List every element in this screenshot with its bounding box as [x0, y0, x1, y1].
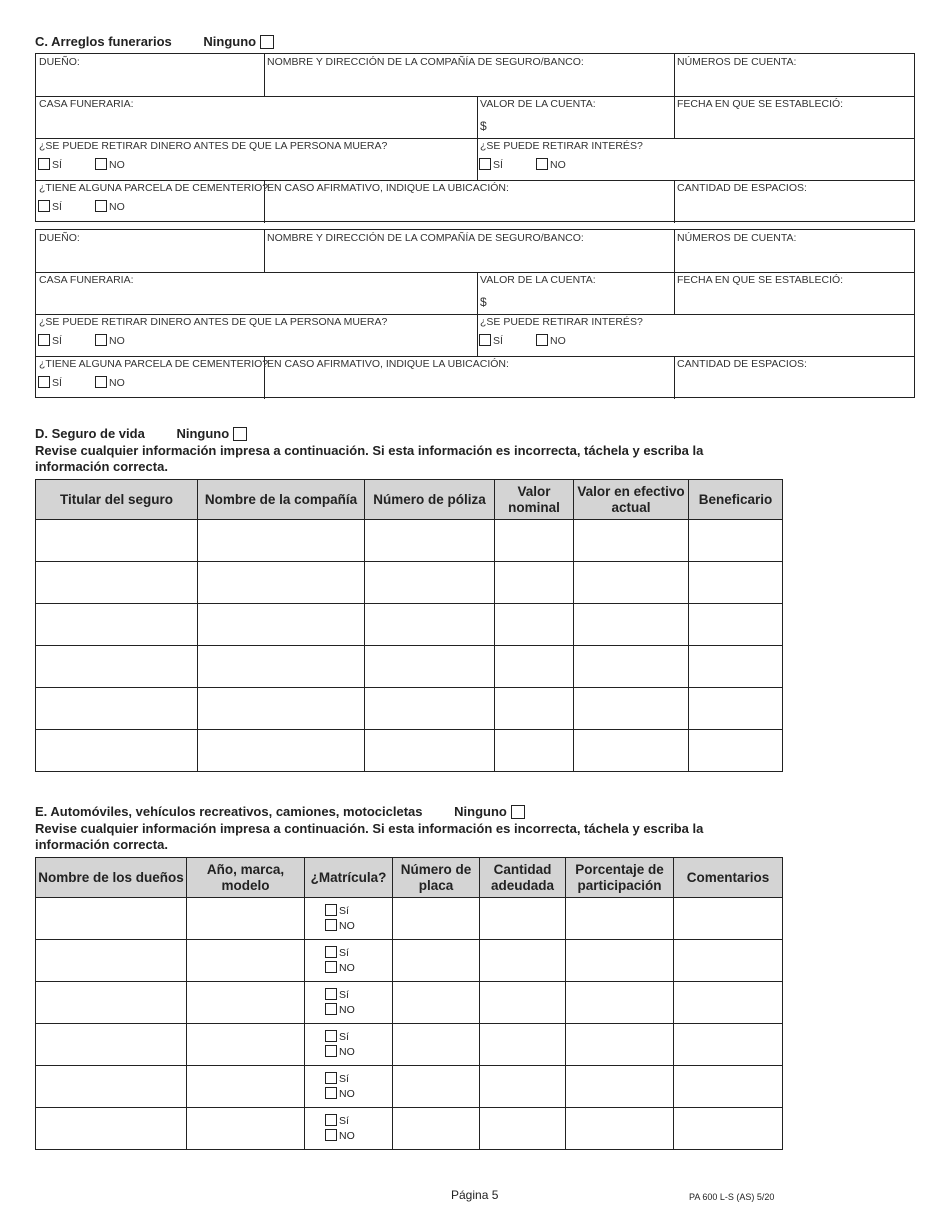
- input-cell[interactable]: [674, 1108, 783, 1150]
- account-value-label: VALOR DE LA CUENTA:: [480, 98, 596, 110]
- input-cell[interactable]: [574, 604, 689, 646]
- input-cell[interactable]: [187, 898, 305, 940]
- no-option[interactable]: [536, 334, 566, 348]
- no-label: NO: [550, 335, 566, 347]
- no-label: NO: [339, 1003, 355, 1016]
- funeral-arrangement-table-1: [35, 53, 915, 222]
- yes-option[interactable]: [38, 376, 62, 390]
- input-cell[interactable]: [495, 562, 574, 604]
- column-header: Beneficario: [689, 480, 783, 520]
- yes-option[interactable]: [305, 988, 392, 1003]
- no-checkbox[interactable]: [325, 1129, 337, 1141]
- life-insurance-table: [35, 479, 783, 772]
- yes-label: Sí: [339, 1030, 349, 1043]
- withdraw-interest-label: ¿SE PUEDE RETIRAR INTERÉS?: [480, 140, 643, 152]
- input-cell[interactable]: [674, 940, 783, 982]
- column-header: Porcentaje de participación: [566, 858, 674, 898]
- no-label: NO: [109, 201, 125, 213]
- input-cell[interactable]: [495, 520, 574, 562]
- input-cell[interactable]: [393, 1108, 480, 1150]
- input-cell[interactable]: [36, 982, 187, 1024]
- input-cell[interactable]: [198, 688, 365, 730]
- yes-checkbox[interactable]: [38, 376, 50, 388]
- withdraw-interest-label: ¿SE PUEDE RETIRAR INTERÉS?: [480, 316, 643, 328]
- funeral-home-label: CASA FUNERARIA:: [39, 98, 134, 110]
- input-cell[interactable]: [566, 1108, 674, 1150]
- input-cell[interactable]: [36, 520, 198, 562]
- column-header: Número de póliza: [365, 480, 495, 520]
- input-cell[interactable]: [198, 520, 365, 562]
- input-cell[interactable]: [365, 646, 495, 688]
- input-cell[interactable]: [480, 1066, 566, 1108]
- input-cell[interactable]: [36, 1024, 187, 1066]
- none-checkbox[interactable]: [233, 427, 247, 441]
- table-row: [36, 562, 783, 604]
- input-cell[interactable]: [393, 898, 480, 940]
- none-label: Ninguno: [454, 804, 507, 819]
- company-label: NOMBRE Y DIRECCIÓN DE LA COMPAÑÍA DE SEGURO/BANCO:: [267, 232, 584, 244]
- funeral-arrangement-table-2: [35, 229, 915, 398]
- cemetery-plot-label: ¿TIENE ALGUNA PARCELA DE CEMENTERIO?: [39, 358, 269, 370]
- input-cell: [305, 1066, 393, 1108]
- no-label: NO: [339, 1129, 355, 1142]
- input-cell[interactable]: [187, 1066, 305, 1108]
- table-row: [36, 688, 783, 730]
- input-cell[interactable]: [689, 646, 783, 688]
- input-cell[interactable]: [480, 940, 566, 982]
- section-d-title: D. Seguro de vida Ninguno: [35, 426, 247, 441]
- table-row: [36, 646, 783, 688]
- column-header: Cantidad adeudada: [480, 858, 566, 898]
- input-cell[interactable]: [36, 1066, 187, 1108]
- none-checkbox[interactable]: [260, 35, 274, 49]
- location-label: EN CASO AFIRMATIVO, INDIQUE LA UBICACIÓN:: [267, 358, 509, 370]
- input-cell[interactable]: [574, 646, 689, 688]
- table-row: [36, 1108, 783, 1150]
- no-option[interactable]: [305, 1045, 392, 1060]
- column-header: Número de placa: [393, 858, 480, 898]
- input-cell[interactable]: [689, 520, 783, 562]
- no-label: NO: [339, 1045, 355, 1058]
- table-rule: [36, 180, 914, 181]
- input-cell[interactable]: [480, 982, 566, 1024]
- no-label: NO: [339, 961, 355, 974]
- input-cell[interactable]: [566, 1024, 674, 1066]
- input-cell[interactable]: [674, 898, 783, 940]
- yes-checkbox[interactable]: [325, 988, 337, 1000]
- input-cell[interactable]: [674, 982, 783, 1024]
- table-rule: [36, 272, 914, 273]
- input-cell[interactable]: [365, 604, 495, 646]
- yes-checkbox[interactable]: [325, 1030, 337, 1042]
- no-option[interactable]: [95, 200, 125, 214]
- yes-label: SÍ: [52, 159, 62, 171]
- input-cell[interactable]: [480, 898, 566, 940]
- no-checkbox[interactable]: [95, 200, 107, 212]
- input-cell[interactable]: [36, 1108, 187, 1150]
- yes-label: SÍ: [493, 159, 503, 171]
- account-numbers-label: NÚMEROS DE CUENTA:: [677, 232, 797, 244]
- input-cell[interactable]: [36, 562, 198, 604]
- input-cell[interactable]: [393, 1024, 480, 1066]
- input-cell[interactable]: [574, 520, 689, 562]
- table-rule: [36, 356, 914, 357]
- yes-checkbox[interactable]: [38, 158, 50, 170]
- yes-option[interactable]: [305, 946, 392, 961]
- input-cell[interactable]: [566, 1066, 674, 1108]
- yes-label: Sí: [339, 1072, 349, 1085]
- table-row: [36, 520, 783, 562]
- no-option[interactable]: [536, 158, 566, 172]
- input-cell[interactable]: [393, 940, 480, 982]
- yes-checkbox[interactable]: [325, 946, 337, 958]
- no-checkbox[interactable]: [325, 1003, 337, 1015]
- yes-option[interactable]: [38, 334, 62, 348]
- no-checkbox[interactable]: [95, 376, 107, 388]
- currency-symbol: $: [480, 295, 487, 309]
- input-cell[interactable]: [393, 982, 480, 1024]
- yes-label: Sí: [339, 904, 349, 917]
- yes-checkbox[interactable]: [479, 158, 491, 170]
- table-rule: [674, 96, 675, 138]
- input-cell[interactable]: [480, 1024, 566, 1066]
- input-cell[interactable]: [365, 730, 495, 772]
- yes-label: Sí: [339, 988, 349, 1001]
- input-cell[interactable]: [689, 688, 783, 730]
- owner-label: DUEÑO:: [39, 56, 80, 68]
- location-label: EN CASO AFIRMATIVO, INDIQUE LA UBICACIÓN:: [267, 182, 509, 194]
- input-cell[interactable]: [187, 982, 305, 1024]
- input-cell: [305, 1108, 393, 1150]
- no-option[interactable]: [305, 919, 392, 934]
- column-header: Nombre de la compañía: [198, 480, 365, 520]
- input-cell[interactable]: [674, 1066, 783, 1108]
- date-established-label: FECHA EN QUE SE ESTABLECIÓ:: [677, 274, 844, 286]
- column-header: Comentarios: [674, 858, 783, 898]
- input-cell[interactable]: [674, 1024, 783, 1066]
- account-value-label: VALOR DE LA CUENTA:: [480, 274, 596, 286]
- withdraw-before-death-label: ¿SE PUEDE RETIRAR DINERO ANTES DE QUE LA PERSONA MUERA?: [39, 140, 388, 152]
- column-header: Valor en efectivo actual: [574, 480, 689, 520]
- no-label: NO: [109, 335, 125, 347]
- input-cell[interactable]: [198, 562, 365, 604]
- currency-symbol: $: [480, 119, 487, 133]
- input-cell: [305, 940, 393, 982]
- input-cell[interactable]: [495, 646, 574, 688]
- input-cell[interactable]: [36, 730, 198, 772]
- input-cell[interactable]: [187, 1108, 305, 1150]
- input-cell[interactable]: [198, 730, 365, 772]
- yes-option[interactable]: [479, 334, 503, 348]
- input-cell[interactable]: [689, 730, 783, 772]
- table-rule: [674, 272, 675, 314]
- input-cell[interactable]: [365, 520, 495, 562]
- table-rule: [477, 96, 478, 138]
- none-label: Ninguno: [203, 34, 257, 49]
- input-cell[interactable]: [36, 604, 198, 646]
- section-e-instructions: Revise cualquier información impresa a continuación. Si esta información es incorrecta, táchela y escriba la información correcta.: [35, 821, 704, 852]
- no-option[interactable]: [95, 376, 125, 390]
- column-header: Año, marca, modelo: [187, 858, 305, 898]
- yes-option[interactable]: [305, 1072, 392, 1087]
- column-header: Valor nominal: [495, 480, 574, 520]
- section-e-title: E. Automóviles, vehículos recreativos, camiones, motocicletas Ninguno: [35, 804, 525, 819]
- input-cell[interactable]: [574, 688, 689, 730]
- yes-checkbox[interactable]: [38, 334, 50, 346]
- input-cell: [305, 1024, 393, 1066]
- input-cell[interactable]: [198, 604, 365, 646]
- none-label: Ninguno: [176, 426, 230, 441]
- yes-label: SÍ: [52, 335, 62, 347]
- input-cell[interactable]: [495, 604, 574, 646]
- table-row: [36, 898, 783, 940]
- input-cell[interactable]: [495, 730, 574, 772]
- input-cell[interactable]: [36, 688, 198, 730]
- funeral-home-label: CASA FUNERARIA:: [39, 274, 134, 286]
- input-cell[interactable]: [198, 646, 365, 688]
- input-cell[interactable]: [566, 898, 674, 940]
- table-rule: [674, 180, 675, 223]
- cemetery-plot-label: ¿TIENE ALGUNA PARCELA DE CEMENTERIO?: [39, 182, 269, 194]
- input-cell[interactable]: [36, 646, 198, 688]
- table-rule: [477, 314, 478, 356]
- input-cell[interactable]: [187, 940, 305, 982]
- no-option[interactable]: [305, 1003, 392, 1018]
- yes-label: SÍ: [52, 201, 62, 213]
- no-checkbox[interactable]: [325, 961, 337, 973]
- input-cell[interactable]: [187, 1024, 305, 1066]
- company-label: NOMBRE Y DIRECCIÓN DE LA COMPAÑÍA DE SEGURO/BANCO:: [267, 56, 584, 68]
- yes-label: Sí: [339, 1114, 349, 1127]
- yes-checkbox[interactable]: [325, 1114, 337, 1126]
- input-cell[interactable]: [36, 940, 187, 982]
- table-rule: [36, 138, 914, 139]
- no-checkbox[interactable]: [325, 919, 337, 931]
- yes-label: SÍ: [52, 377, 62, 389]
- input-cell: [305, 898, 393, 940]
- table-row: [36, 730, 783, 772]
- column-header: Nombre de los dueños: [36, 858, 187, 898]
- input-cell[interactable]: [365, 562, 495, 604]
- spaces-label: CANTIDAD DE ESPACIOS:: [677, 182, 807, 194]
- no-option[interactable]: [95, 334, 125, 348]
- no-checkbox[interactable]: [536, 158, 548, 170]
- spaces-label: CANTIDAD DE ESPACIOS:: [677, 358, 807, 370]
- vehicles-table: [35, 857, 783, 1150]
- input-cell: [305, 982, 393, 1024]
- table-rule: [674, 54, 675, 96]
- no-checkbox[interactable]: [325, 1045, 337, 1057]
- yes-option[interactable]: [38, 158, 62, 172]
- input-cell[interactable]: [574, 730, 689, 772]
- no-label: NO: [339, 1087, 355, 1100]
- input-cell[interactable]: [393, 1066, 480, 1108]
- owner-label: DUEÑO:: [39, 232, 80, 244]
- column-header: Titular del seguro: [36, 480, 198, 520]
- input-cell[interactable]: [480, 1108, 566, 1150]
- no-label: NO: [109, 377, 125, 389]
- no-checkbox[interactable]: [95, 334, 107, 346]
- none-checkbox[interactable]: [511, 805, 525, 819]
- input-cell[interactable]: [689, 562, 783, 604]
- withdraw-before-death-label: ¿SE PUEDE RETIRAR DINERO ANTES DE QUE LA PERSONA MUERA?: [39, 316, 388, 328]
- no-option[interactable]: [305, 1087, 392, 1102]
- no-option[interactable]: [305, 1129, 392, 1144]
- input-cell[interactable]: [566, 982, 674, 1024]
- no-option[interactable]: [305, 961, 392, 976]
- yes-option[interactable]: [479, 158, 503, 172]
- no-checkbox[interactable]: [95, 158, 107, 170]
- yes-option[interactable]: [38, 200, 62, 214]
- table-rule: [674, 230, 675, 272]
- input-cell[interactable]: [365, 688, 495, 730]
- yes-checkbox[interactable]: [38, 200, 50, 212]
- no-label: NO: [109, 159, 125, 171]
- input-cell[interactable]: [36, 898, 187, 940]
- no-option[interactable]: [95, 158, 125, 172]
- yes-checkbox[interactable]: [479, 334, 491, 346]
- column-header: ¿Matrícula?: [305, 858, 393, 898]
- yes-label: SÍ: [493, 335, 503, 347]
- table-rule: [36, 96, 914, 97]
- table-row: [36, 940, 783, 982]
- no-label: NO: [550, 159, 566, 171]
- table-row: [36, 604, 783, 646]
- yes-option[interactable]: [305, 1114, 392, 1129]
- date-established-label: FECHA EN QUE SE ESTABLECIÓ:: [677, 98, 844, 110]
- yes-checkbox[interactable]: [325, 904, 337, 916]
- table-rule: [477, 272, 478, 314]
- section-c-title: C. Arreglos funerarios Ninguno: [35, 34, 274, 49]
- no-checkbox[interactable]: [325, 1087, 337, 1099]
- account-numbers-label: NÚMEROS DE CUENTA:: [677, 56, 797, 68]
- yes-option[interactable]: [305, 1030, 392, 1045]
- yes-label: Sí: [339, 946, 349, 959]
- table-row: [36, 1024, 783, 1066]
- page-number: Página 5: [451, 1188, 499, 1202]
- no-checkbox[interactable]: [536, 334, 548, 346]
- yes-option[interactable]: [305, 904, 392, 919]
- yes-checkbox[interactable]: [325, 1072, 337, 1084]
- input-cell[interactable]: [689, 604, 783, 646]
- table-rule: [36, 314, 914, 315]
- table-rule: [477, 138, 478, 180]
- table-rule: [264, 54, 265, 96]
- table-row: [36, 982, 783, 1024]
- form-id: PA 600 L-S (AS) 5/20: [689, 1192, 775, 1202]
- table-row: [36, 1066, 783, 1108]
- table-rule: [674, 356, 675, 399]
- no-label: NO: [339, 919, 355, 932]
- input-cell[interactable]: [574, 562, 689, 604]
- input-cell[interactable]: [495, 688, 574, 730]
- section-d-instructions: Revise cualquier información impresa a continuación. Si esta información es incorrecta, táchela y escriba la información correcta.: [35, 443, 704, 474]
- input-cell[interactable]: [566, 940, 674, 982]
- table-rule: [264, 230, 265, 272]
